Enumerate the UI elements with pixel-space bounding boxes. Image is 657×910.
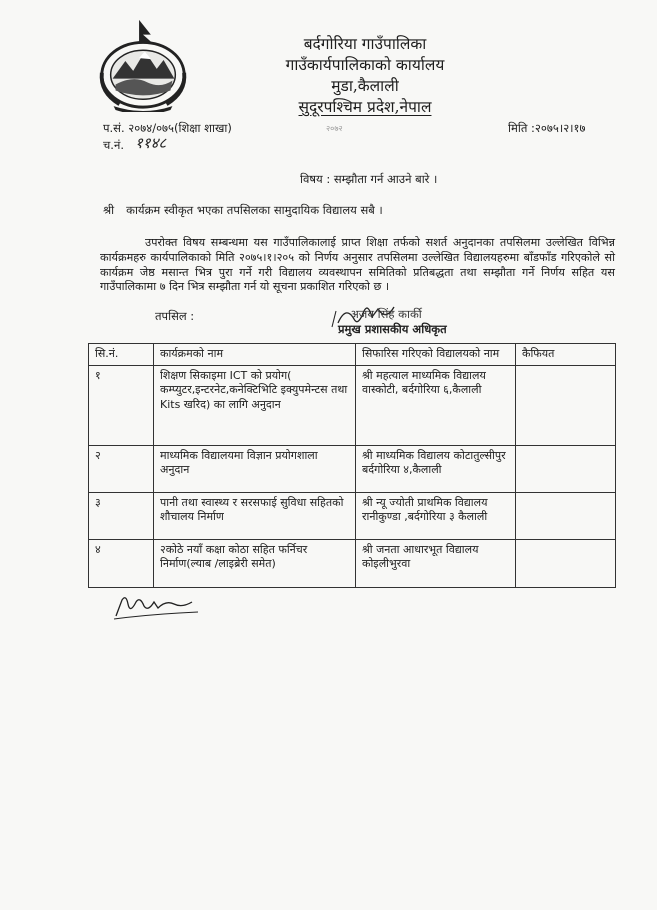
cell-sn: २ bbox=[89, 445, 154, 492]
signatory-name: अजय सिंह कार्की bbox=[350, 307, 422, 322]
stamp-number: २०७२ bbox=[326, 124, 343, 133]
table-header-row bbox=[89, 344, 616, 366]
handwritten-signature-icon bbox=[112, 592, 202, 622]
table-row bbox=[89, 445, 616, 492]
signatory-title: प्रमुख प्रशासकीय अधिकृत bbox=[338, 322, 447, 337]
header-province: सुदूरपश्चिम प्रदेश,नेपाल bbox=[298, 98, 432, 116]
column-header-school: सिफारिस गरिएको विद्यालयको नाम bbox=[356, 344, 516, 366]
addressee-prefix: श्री bbox=[103, 203, 115, 217]
cell-school: श्री न्यू ज्योती प्राथमिक विद्यालय रानीकुण्डा ,बर्दगोरिया ३ कैलाली bbox=[356, 492, 516, 539]
cell-program: शिक्षण सिकाइमा ICT को प्रयोग( कम्प्युटर,इन्टरनेट,कनेक्टिभिटि इक्युपमेन्टस तथा Kits खरिद) का लागि अनुदान bbox=[154, 365, 356, 445]
cell-remarks bbox=[516, 539, 616, 587]
column-header-sn: सि.नं. bbox=[89, 344, 154, 366]
dispatch-number-label: च.नं. bbox=[103, 138, 124, 152]
cell-school: श्री जनता आधारभूत विद्यालय कोइलीभुरवा bbox=[356, 539, 516, 587]
letter-body bbox=[88, 236, 615, 626]
cell-program: पानी तथा स्वास्थ्य र सरसफाई सुविधा सहितको शौचालय निर्माण bbox=[154, 492, 356, 539]
letter-subject: विषय : सम्झौता गर्न आउने बारे । bbox=[300, 172, 438, 186]
office-header bbox=[250, 34, 480, 118]
column-header-remarks: कैफियत bbox=[516, 344, 616, 366]
tapsil-label: तपसिल : bbox=[155, 309, 195, 324]
cell-school: श्री महत्याल माध्यमिक विद्यालय वास्कोटी, बर्दगोरिया ६,कैलाली bbox=[356, 365, 516, 445]
body-paragraph: उपरोक्त विषय सम्बन्धमा यस गाउँपालिकालाई प्राप्त शिक्षा तर्फको सशर्त अनुदानका तपसिलमा उल्लेखित विभिन्न कार्यक्रमहरु कार्यपालिकाको मिति २०७५।१।२०५ को निर्णय अनुसार तपसिलमा उल्लेखित विद्यालयहरुमा बाँडफाँड गरिएकोले सो कार्यक्रम जेष्ठ मसान्त भित्र पुरा गर्ने गरी विद्यालय व्यवस्थापन समितिको प्रतिबद्धता तथा सम्झौता गर्ने निर्णय सहित यस गाउँपालिकामा ७ दिन भित्र सम्झौता गर्न यो सूचना प्रकाशित गरिएको छ । bbox=[100, 236, 615, 294]
addressee-text: कार्यक्रम स्वीकृत भएका तपसिलका सामुदायिक विद्यालय सबै । bbox=[126, 203, 383, 217]
header-location: मुडा,कैलाली bbox=[331, 77, 399, 95]
cell-school: श्री माध्यमिक विद्यालय कोटातुल्सीपुर बर्दगोरिया ४,कैलाली bbox=[356, 445, 516, 492]
cell-remarks bbox=[516, 445, 616, 492]
cell-sn: ४ bbox=[89, 539, 154, 587]
letter-reference: प.सं. २०७४/०७५(शिक्षा शाखा) bbox=[103, 121, 232, 135]
dispatch-number-handwritten: ११४८ bbox=[135, 134, 167, 152]
cell-sn: १ bbox=[89, 365, 154, 445]
cell-program: २कोठे नयाँ कक्षा कोठा सहित फर्निचर निर्माण(ल्याब /लाइब्रेरी समेत) bbox=[154, 539, 356, 587]
table-row bbox=[89, 539, 616, 587]
table-row bbox=[89, 492, 616, 539]
cell-sn: ३ bbox=[89, 492, 154, 539]
header-municipality: बर्दगोरिया गाउँपालिका bbox=[303, 35, 427, 53]
nepal-emblem-icon bbox=[94, 14, 192, 112]
header-office: गाउँकार्यपालिकाको कार्यालय bbox=[285, 56, 445, 74]
cell-remarks bbox=[516, 492, 616, 539]
program-table bbox=[88, 343, 616, 588]
addressee bbox=[103, 203, 383, 218]
tapsil-row bbox=[88, 307, 615, 337]
letter-date: मिति :२०७५।२।१७ bbox=[508, 121, 586, 135]
column-header-program: कार्यक्रमको नाम bbox=[154, 344, 356, 366]
cell-remarks bbox=[516, 365, 616, 445]
table-row bbox=[89, 365, 616, 445]
cell-program: माध्यमिक विद्यालयमा विज्ञान प्रयोगशाला अनुदान bbox=[154, 445, 356, 492]
